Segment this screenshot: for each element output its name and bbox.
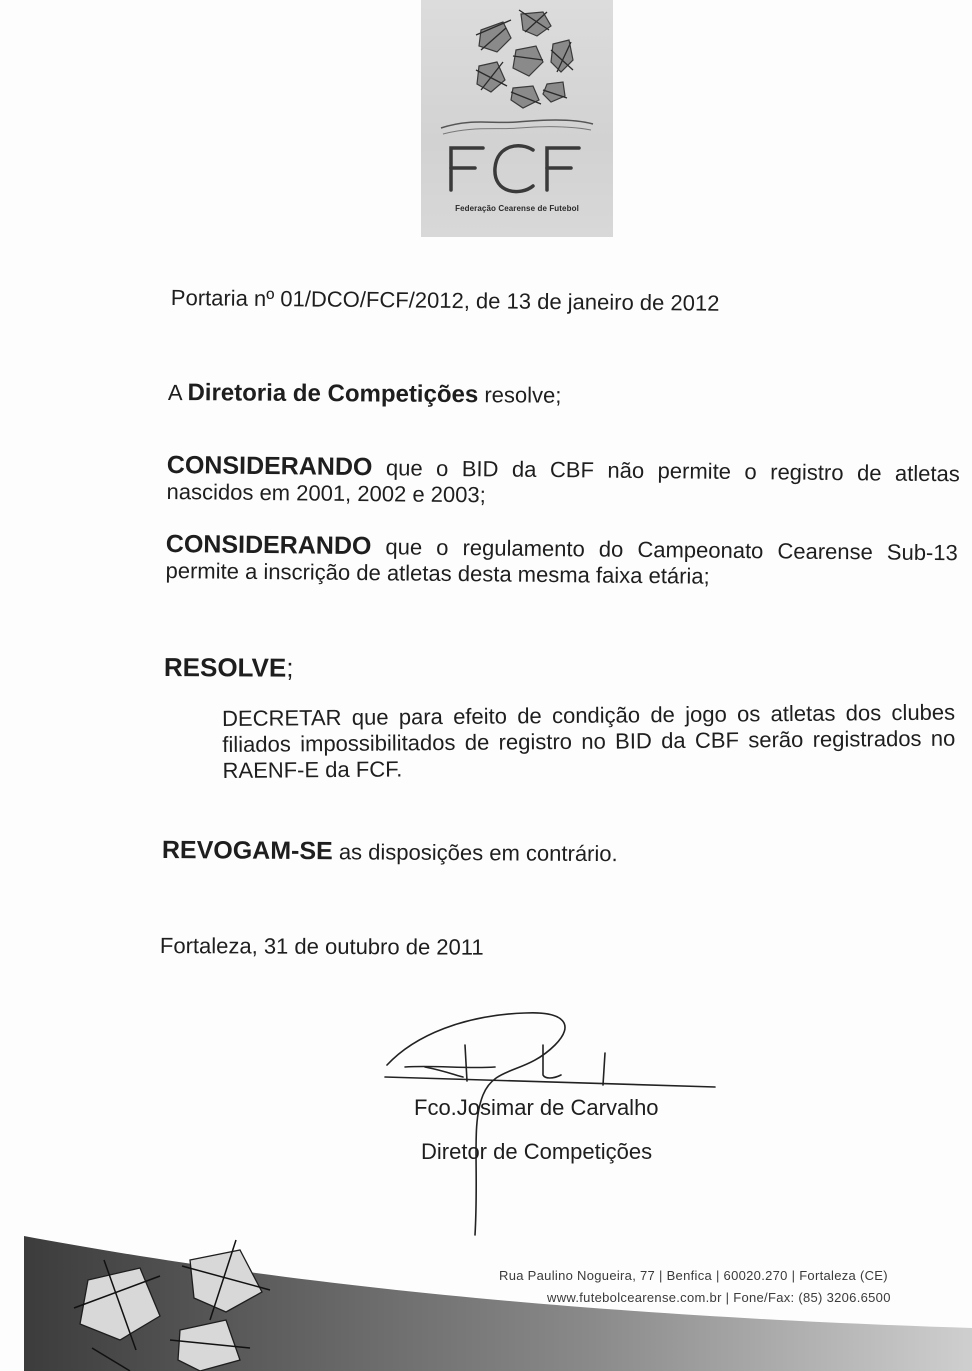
signer-role: Diretor de Competições: [421, 1139, 653, 1164]
resolve-label: RESOLVE: [163, 652, 287, 683]
handwritten-signature: [375, 1005, 720, 1245]
diretoria-name: Diretoria de Competições: [187, 379, 479, 409]
resolve-heading: [164, 653, 294, 682]
place-date: Fortaleza, 31 de outubro de 2011: [159, 933, 484, 960]
revogam-label: REVOGAM-SE: [161, 836, 333, 866]
decretar-paragraph: DECRETAR que para efeito de condição de jogo os atletas dos clubes filiados impossibilitados de registro no BID da CBF serão registrados no RAENF-E da FCF.: [222, 699, 956, 783]
revogam-line: [162, 836, 618, 868]
soccer-ball-icon: [421, 0, 613, 237]
diretoria-prefix: A: [167, 379, 182, 406]
considerando-paragraph-1: [166, 452, 960, 513]
resolve-suffix: ;: [286, 652, 294, 683]
signer-name: Fco.Josimar de Carvalho: [414, 1095, 659, 1120]
considerando-text: que o regulamento do Campeonato Cearense Sub-13 permite a inscrição de atletas desta mesma faixa etária;: [165, 534, 958, 589]
footer-web-phone: www.futebolcearense.com.br | Fone/Fax: (85) 3206.6500: [547, 1290, 891, 1305]
revogam-text: as disposições em contrário.: [338, 839, 618, 867]
diretoria-suffix: resolve;: [484, 382, 562, 408]
portaria-title: Portaria nº 01/DCO/FCF/2012, de 13 de janeiro de 2012: [170, 284, 720, 316]
fcf-logo: [421, 0, 613, 237]
considerando-label: CONSIDERANDO: [166, 451, 373, 482]
considerando-paragraph-2: [165, 531, 958, 592]
considerando-label: CONSIDERANDO: [165, 530, 372, 561]
diretoria-line: [168, 379, 562, 410]
logo-caption: Federação Cearense de Futebol: [455, 204, 579, 213]
footer-address: Rua Paulino Nogueira, 77 | Benfica | 60020.270 | Fortaleza (CE): [499, 1268, 888, 1283]
considerando-text: que o BID da CBF não permite o registro de atletas nascidos em 2001, 2002 e 2003;: [166, 455, 960, 508]
